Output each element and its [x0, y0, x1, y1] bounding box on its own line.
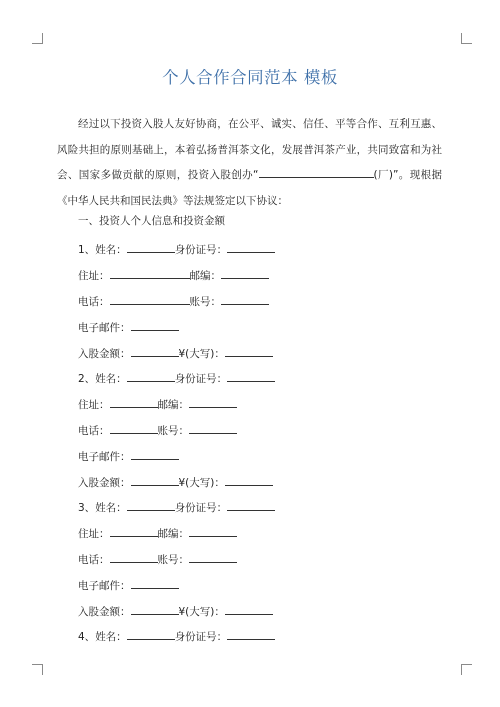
- crop-mark-bottom-right: [461, 664, 472, 675]
- investor-1-name-line: [78, 241, 275, 257]
- amount-label: 入股金额：: [78, 477, 131, 489]
- postcode-blank: [189, 396, 237, 408]
- name-blank: [127, 499, 175, 511]
- amount-label: 入股金额：: [78, 348, 131, 360]
- account-blank: [221, 293, 269, 305]
- capital-label: ¥(大写)：: [178, 606, 225, 618]
- postcode-blank: [189, 525, 237, 537]
- amount-blank: [131, 345, 179, 357]
- investor-2-name-line: [78, 370, 275, 386]
- section-heading: 一、投资人个人信息和投资金额: [78, 215, 225, 227]
- address-blank: [110, 267, 190, 279]
- investor-2-email-line: [78, 448, 179, 464]
- intro-text-after: (厂)”。现根据《中华人民共和国民法典》等法规签定以下协议：: [57, 169, 442, 207]
- investor-1-email-line: [78, 319, 179, 335]
- address-label: 住址：: [78, 399, 110, 411]
- intro-text-before: 经过以下投资入股人友好协商，在公平、诚实、信任、平等合作、互利互惠、风险共担的原则基础上，本着弘扬普洱茶文化，发展普洱茶产业，共同致富和为社会、国家多做贡献的原则，投资入股创办“: [57, 118, 442, 181]
- investor-number: 1、: [78, 244, 96, 256]
- investor-1-phone-line: [78, 293, 269, 309]
- email-blank: [131, 577, 179, 589]
- name-label: 姓名：: [95, 373, 127, 385]
- investor-2-amount-line: [78, 474, 273, 490]
- address-label: 住址：: [78, 528, 110, 540]
- investor-2-phone-line: [78, 422, 237, 438]
- id-blank: [227, 499, 275, 511]
- name-blank: [127, 628, 175, 640]
- crop-mark-top-right: [461, 33, 472, 44]
- address-blank: [110, 525, 158, 537]
- account-label: 账号：: [157, 425, 189, 437]
- investor-3-email-line: [78, 577, 179, 593]
- investor-3-address-line: [78, 525, 237, 541]
- amount-blank: [131, 474, 179, 486]
- investor-number: 3、: [78, 502, 96, 514]
- crop-mark-bottom-left: [32, 664, 43, 675]
- email-label: 电子邮件：: [78, 580, 131, 592]
- name-label: 姓名：: [95, 631, 127, 643]
- document-title: 个人合作合同范本 模板: [162, 68, 338, 87]
- investor-3-amount-line: [78, 603, 273, 619]
- investor-number: 4、: [78, 631, 96, 643]
- investor-4-name-line: [78, 628, 275, 644]
- postcode-label: 邮编：: [157, 399, 189, 411]
- id-blank: [227, 241, 275, 253]
- account-label: 账号：: [189, 296, 221, 308]
- id-blank: [227, 370, 275, 382]
- phone-blank: [110, 551, 158, 563]
- account-label: 账号：: [157, 554, 189, 566]
- crop-mark-top-left: [32, 33, 43, 44]
- postcode-label: 邮编：: [157, 528, 189, 540]
- phone-blank: [110, 422, 158, 434]
- investor-3-phone-line: [78, 551, 237, 567]
- email-label: 电子邮件：: [78, 322, 131, 334]
- account-blank: [189, 551, 237, 563]
- name-blank: [127, 370, 175, 382]
- capital-label: ¥(大写)：: [178, 348, 225, 360]
- capital-blank: [225, 345, 273, 357]
- name-label: 姓名：: [95, 502, 127, 514]
- investor-number: 2、: [78, 373, 96, 385]
- investor-1-amount-line: [78, 345, 273, 361]
- postcode-blank: [221, 267, 269, 279]
- postcode-label: 邮编：: [189, 270, 221, 282]
- address-blank: [110, 396, 158, 408]
- phone-label: 电话：: [78, 554, 110, 566]
- amount-label: 入股金额：: [78, 606, 131, 618]
- name-label: 姓名：: [95, 244, 127, 256]
- id-label: 身份证号：: [174, 373, 228, 385]
- id-label: 身份证号：: [174, 502, 228, 514]
- email-blank: [131, 319, 179, 331]
- address-label: 住址：: [78, 270, 110, 282]
- email-label: 电子邮件：: [78, 451, 131, 463]
- factory-name-blank: [259, 166, 374, 178]
- name-blank: [127, 241, 175, 253]
- capital-blank: [225, 603, 273, 615]
- email-blank: [131, 448, 179, 460]
- id-label: 身份证号：: [174, 631, 228, 643]
- investor-3-name-line: [78, 499, 275, 515]
- id-label: 身份证号：: [174, 244, 228, 256]
- investor-1-address-line: [78, 267, 269, 283]
- intro-paragraph: [57, 112, 442, 214]
- capital-label: ¥(大写)：: [178, 477, 225, 489]
- investor-2-address-line: [78, 396, 237, 412]
- id-blank: [227, 628, 275, 640]
- phone-label: 电话：: [78, 425, 110, 437]
- account-blank: [189, 422, 237, 434]
- amount-blank: [131, 603, 179, 615]
- capital-blank: [225, 474, 273, 486]
- phone-blank: [110, 293, 190, 305]
- phone-label: 电话：: [78, 296, 110, 308]
